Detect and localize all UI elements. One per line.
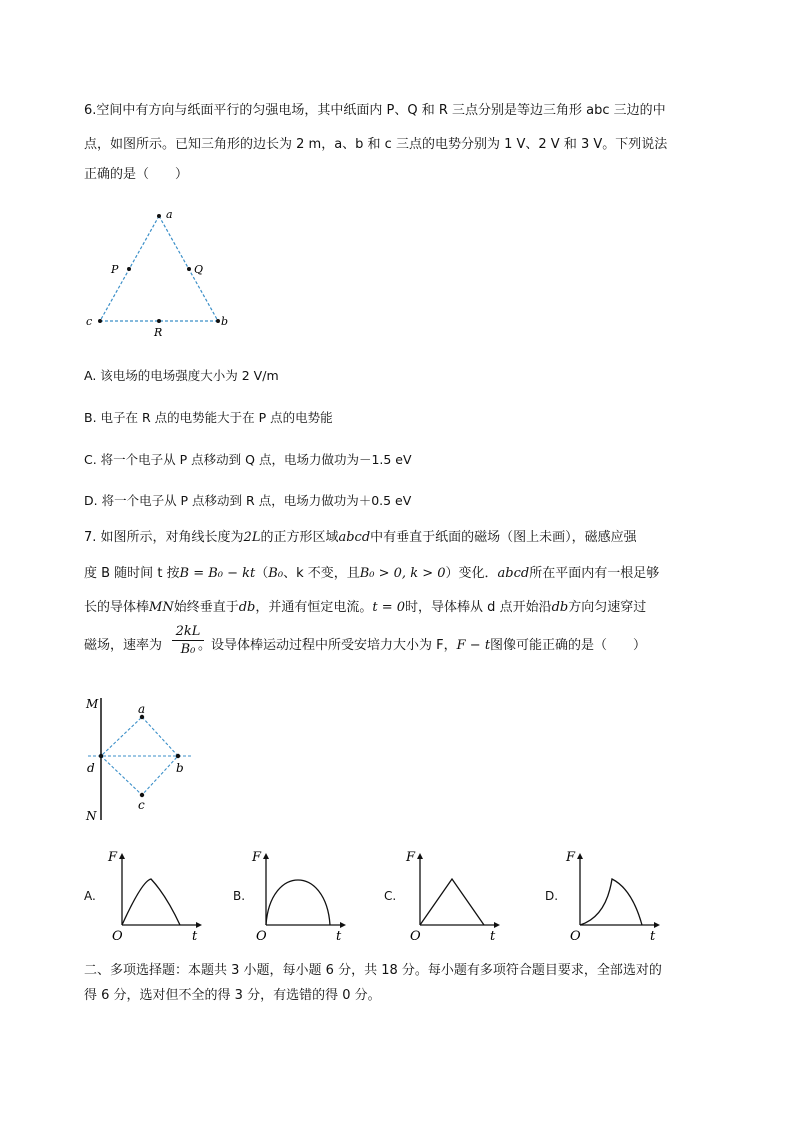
point-b [216,319,220,323]
label-P: P [111,263,119,276]
label-b: b [176,761,184,775]
q7-option-a-label: A. [84,889,96,903]
point-d [99,754,103,758]
svg-text:F: F [406,850,416,865]
q7-option-d-graph [562,845,662,945]
point-P [127,267,131,271]
q7-option-a-graph [104,845,204,945]
section2-instructions-line-2: 得 6 分，选对但不全的得 3 分，有选错的得 0 分。 [84,988,381,1003]
svg-text:O: O [112,929,123,944]
label-R: R [154,326,163,339]
q6-option-b: B. 电子在 R 点的电势能大于在 P 点的电势能 [84,410,333,425]
point-Q [187,267,191,271]
q6-stem-line-2: 点，如图所示。已知三角形的边长为 2 m，a、b 和 c 三点的电势分别为 1 V、2 V 和 3 V。下列说法 [84,137,668,152]
q6-triangle-figure [80,200,250,340]
svg-text:F: F [108,850,118,865]
label-b: b [221,315,229,328]
svg-text:t: t [192,929,198,944]
q6-stem-line-1: 6.空间中有方向与纸面平行的匀强电场，其中纸面内 P、Q 和 R 三点分别是等边三角形 abc 三边的中 [84,103,666,118]
section2-instructions-line-1: 二、多项选择题：本题共 3 小题，每小题 6 分，共 18 分。每小题有多项符合题目要求，全部选对的 [84,963,662,978]
fraction-numerator: 2kL [175,624,201,639]
label-c: c [138,798,145,812]
svg-text:t: t [490,929,496,944]
label-d: d [87,761,95,775]
q7-option-d-label: D. [545,889,559,903]
label-a: a [138,702,146,716]
svg-text:O: O [410,929,421,944]
q6-option-a: A. 该电场的电场强度大小为 2 V/m [84,368,279,383]
point-a [157,214,161,218]
q7-stem-line-4: 磁场，速率为 。设导体棒运动过程中所受安培力大小为 F，F − t图像可能正确的是（ ） [84,638,647,653]
fraction-bar [172,640,204,641]
point-c [98,319,102,323]
q7-square-figure [80,690,210,830]
svg-text:F: F [252,850,262,865]
q6-stem-line-3: 正确的是（ ） [84,167,189,182]
point-c [140,793,144,797]
fraction-denominator: B₀ [180,642,196,657]
label-c: c [86,315,93,328]
q6-option-c: C. 将一个电子从 P 点移动到 Q 点，电场力做功为－1.5 eV [84,452,412,467]
label-Q: Q [194,263,204,276]
q7-option-b-graph [248,845,348,945]
svg-text:F: F [566,850,576,865]
svg-text:t: t [336,929,342,944]
label-a: a [166,208,173,221]
q7-option-c-graph [402,845,502,945]
label-N: N [86,809,97,823]
q7-stem-line-2: 度 B 随时间 t 按B = B₀ − kt（B₀、k 不变，且B₀ > 0, k > 0）变化．abcd所在平面内有一根足够 [84,566,660,581]
q7-option-b-label: B. [233,889,246,903]
svg-text:O: O [570,929,581,944]
point-R [157,319,161,323]
label-M: M [86,697,99,711]
point-b [176,754,180,758]
q7-stem-line-3: 长的导体棒MN始终垂直于db，并通有恒定电流。t = 0时，导体棒从 d 点开始沿db方向匀速穿过 [84,600,647,615]
velocity-fraction [170,624,206,657]
q7-option-c-label: C. [384,889,397,903]
svg-text:t: t [650,929,656,944]
svg-text:O: O [256,929,267,944]
q7-stem-line-1: 7. 如图所示，对角线长度为2L的正方形区域abcd中有垂直于纸面的磁场（图上未画），磁感应强 [84,530,637,545]
q6-option-d: D. 将一个电子从 P 点移动到 R 点，电场力做功为＋0.5 eV [84,493,412,508]
